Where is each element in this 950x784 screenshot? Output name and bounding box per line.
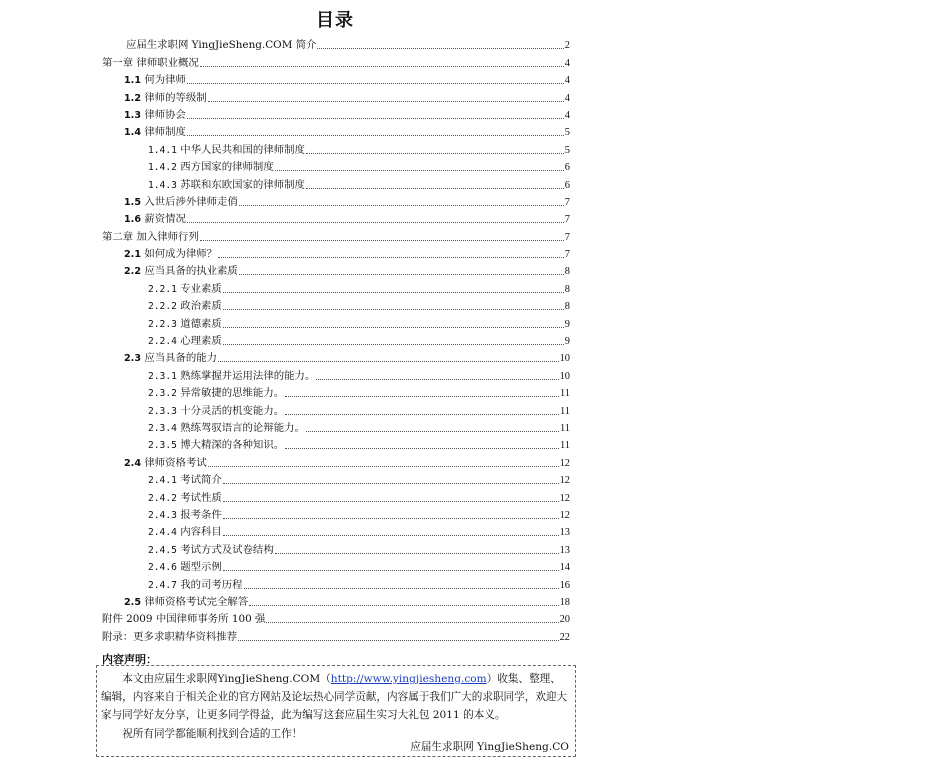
toc-entry[interactable] <box>102 226 570 243</box>
toc-entry-label <box>126 39 316 52</box>
toc-entry-text: 西方国家的律师制度 <box>180 161 274 174</box>
toc-entry-page: 4 <box>564 75 570 87</box>
toc-entry[interactable] <box>102 261 570 278</box>
toc-entry-label <box>124 457 207 470</box>
toc-entry-number: 2.4.3 <box>148 509 177 521</box>
toc-entry-page: 6 <box>564 179 570 191</box>
toc-leader-dots <box>306 187 564 189</box>
toc-leader-dots <box>223 308 564 310</box>
toc-leader-dots <box>223 326 564 328</box>
toc-entry-label <box>124 126 186 139</box>
toc-entry-page: 16 <box>559 579 570 591</box>
toc-entry-page: 11 <box>559 440 570 452</box>
toc-entry-label <box>148 370 315 383</box>
toc-entry-number: 1.4 <box>124 127 141 139</box>
toc-leader-dots <box>238 639 559 641</box>
toc-entry-text: 我的司考历程 <box>180 578 243 591</box>
toc-entry-text: 律师资格考试完全解答 <box>144 595 249 608</box>
toc-entry-label <box>148 179 305 192</box>
toc-leader-dots <box>208 465 559 467</box>
toc-entry-page: 7 <box>564 196 570 208</box>
toc-leader-dots <box>275 169 564 171</box>
toc-entry-label <box>148 318 222 331</box>
toc-leader-dots <box>223 569 559 571</box>
toc-entry-text: 附件 2009 中国律师事务所 100 强 <box>102 613 266 626</box>
toc-leader-dots <box>249 604 558 606</box>
toc-entry-label <box>102 631 237 644</box>
toc-entry-text: 异常敏捷的思维能力。 <box>180 387 285 400</box>
toc-entry-label <box>148 161 274 174</box>
toc-entry-label <box>124 265 238 278</box>
toc-entry-label <box>124 109 186 122</box>
toc-entry-number: 1.4.2 <box>148 162 177 174</box>
toc-leader-dots <box>285 413 559 415</box>
toc-entry[interactable] <box>102 539 570 556</box>
toc-entry-page: 12 <box>559 492 570 504</box>
toc-entry-number: 2.4.1 <box>148 475 177 487</box>
toc-entry-page: 13 <box>559 544 570 556</box>
toc-entry-page: 8 <box>564 301 570 313</box>
toc-entry-text: 律师协会 <box>144 108 186 121</box>
toc-entry-page: 7 <box>564 249 570 261</box>
toc-entry-label <box>148 300 222 313</box>
toc-entry-page: 5 <box>564 144 570 156</box>
toc-entry[interactable] <box>102 557 570 574</box>
toc-entry[interactable] <box>102 383 570 400</box>
toc-entry-text: 心理素质 <box>180 335 222 348</box>
toc-entry-page: 13 <box>559 527 570 539</box>
toc-entry-text: 政治素质 <box>180 300 222 313</box>
toc-entry[interactable] <box>102 452 570 469</box>
toc-entry-number: 2.4.2 <box>148 492 177 504</box>
notice-heading: 内容声明： <box>102 653 157 666</box>
toc-entry-number: 1.6 <box>124 214 141 226</box>
toc-entry-label <box>148 144 305 157</box>
toc-entry[interactable] <box>102 209 570 226</box>
toc-entry-label <box>124 352 217 365</box>
toc-leader-dots <box>187 221 564 223</box>
toc-entry[interactable] <box>102 522 570 539</box>
page-title: 目录 <box>316 10 354 31</box>
toc-entry-label <box>148 422 305 435</box>
toc-leader-dots <box>200 65 564 67</box>
toc-entry-page: 11 <box>559 422 570 434</box>
toc-leader-dots <box>208 100 564 102</box>
toc-entry-page: 12 <box>559 509 570 521</box>
toc-entry-text: 应届生求职网 YingJieSheng.COM 简介 <box>126 39 317 52</box>
toc-entry-text: 入世后涉外律师走俏 <box>144 195 238 208</box>
toc-entry-label <box>102 57 199 70</box>
toc-entry-number: 2.3 <box>124 353 141 365</box>
toc-entry-page: 8 <box>564 283 570 295</box>
toc-entry[interactable] <box>102 626 570 643</box>
toc-entry-page: 9 <box>564 318 570 330</box>
toc-entry-label <box>124 196 238 209</box>
toc-entry[interactable] <box>102 157 570 174</box>
toc-entry-page: 4 <box>564 57 570 69</box>
toc-entry-text: 内容科目 <box>180 526 222 539</box>
toc-leader-dots <box>200 239 564 241</box>
toc-entry-text: 何为律师 <box>144 74 186 87</box>
toc-entry-text: 律师制度 <box>144 126 186 139</box>
toc-entry-text: 第二章 加入律师行列 <box>102 230 199 243</box>
toc-entry-page: 12 <box>559 457 570 469</box>
toc-entry-text: 律师的等级制 <box>144 91 207 104</box>
toc-entry[interactable] <box>102 87 570 104</box>
toc-entry-number: 2.4.7 <box>148 579 177 591</box>
toc-entry-page: 8 <box>564 266 570 278</box>
toc-leader-dots <box>187 82 564 84</box>
toc-entry[interactable] <box>102 313 570 330</box>
toc-entry-label <box>124 92 207 105</box>
toc-entry-text: 律师资格考试 <box>144 456 207 469</box>
toc-leader-dots <box>187 134 564 136</box>
toc-entry-page: 11 <box>559 388 570 400</box>
toc-entry-label <box>148 526 222 539</box>
toc-entry[interactable] <box>102 35 570 52</box>
toc-entry-text: 苏联和东欧国家的律师制度 <box>180 178 305 191</box>
toc-entry-label <box>148 439 284 452</box>
toc-entry-number: 2.2.4 <box>148 336 177 348</box>
toc-entry-text: 如何成为律师？ <box>144 248 218 261</box>
toc-entry[interactable] <box>102 52 570 69</box>
toc-entry-number: 1.3 <box>124 109 141 121</box>
toc-entry[interactable] <box>102 365 570 382</box>
toc-entry-text: 题型示例 <box>180 561 222 574</box>
toc-entry-label <box>148 387 284 400</box>
toc-entry[interactable] <box>102 174 570 191</box>
toc-leader-dots <box>239 204 564 206</box>
toc-entry-text: 薪资情况 <box>144 213 186 226</box>
toc-entry-label <box>124 248 217 261</box>
toc-entry-page: 10 <box>559 353 570 365</box>
toc-leader-dots <box>223 291 564 293</box>
toc-entry[interactable] <box>102 574 570 591</box>
toc-leader-dots <box>218 256 564 258</box>
toc-leader-dots <box>266 621 558 623</box>
toc-entry-label <box>148 509 222 522</box>
toc-entry[interactable] <box>102 244 570 261</box>
toc-entry-label <box>102 613 265 626</box>
toc-entry-text: 熟练驾驭语言的论辩能力。 <box>180 421 305 434</box>
toc-leader-dots <box>285 447 559 449</box>
toc-entry-text: 附录：更多求职精华资料推荐 <box>102 630 238 643</box>
toc-entry-number: 2.5 <box>124 596 141 608</box>
toc-leader-dots <box>317 47 563 49</box>
toc-entry[interactable] <box>102 331 570 348</box>
notice-paragraph <box>101 670 571 725</box>
toc-entry-text: 专业素质 <box>180 282 222 295</box>
toc-entry[interactable] <box>102 122 570 139</box>
toc-entry-text: 十分灵活的机变能力。 <box>180 404 285 417</box>
toc-entry-text: 第一章 律师职业概况 <box>102 56 199 69</box>
toc-entry-page: 14 <box>559 562 570 574</box>
toc-entry[interactable] <box>102 296 570 313</box>
toc-entry-page: 7 <box>564 214 570 226</box>
toc-entry-page: 6 <box>564 162 570 174</box>
toc-entry-page: 22 <box>559 631 570 643</box>
table-of-contents <box>102 35 570 644</box>
toc-leader-dots <box>285 395 559 397</box>
toc-entry-label <box>148 474 222 487</box>
toc-entry-number: 1.4.1 <box>148 144 177 156</box>
notice-text-pre: 本文由应届生求职网YingJieSheng.COM（ <box>122 673 331 685</box>
toc-entry-number: 2.4 <box>124 457 141 469</box>
toc-leader-dots <box>316 378 558 380</box>
toc-entry[interactable] <box>102 609 570 626</box>
toc-entry-number: 2.2.3 <box>148 318 177 330</box>
toc-entry-text: 报考条件 <box>180 508 222 521</box>
toc-entry[interactable] <box>102 278 570 295</box>
toc-leader-dots <box>223 343 564 345</box>
toc-entry-number: 1.1 <box>124 75 141 87</box>
toc-entry-number: 2.3.5 <box>148 440 177 452</box>
toc-entry-text: 中华人民共和国的律师制度 <box>180 143 305 156</box>
toc-entry-page: 12 <box>559 475 570 487</box>
toc-leader-dots <box>275 552 559 554</box>
toc-entry-label <box>124 74 186 87</box>
notice-wish: 祝所有同学都能顺利找到合适的工作！ <box>122 727 303 740</box>
toc-entry-label <box>148 283 222 296</box>
toc-entry[interactable] <box>102 487 570 504</box>
toc-entry-number: 2.1 <box>124 249 141 261</box>
toc-entry-page: 7 <box>564 231 570 243</box>
toc-entry[interactable] <box>102 505 570 522</box>
toc-entry-text: 博大精深的各种知识。 <box>180 439 285 452</box>
toc-entry-page: 9 <box>564 336 570 348</box>
notice-signature: 应届生求职网 YingJieSheng.CO <box>410 740 569 753</box>
toc-leader-dots <box>223 500 559 502</box>
toc-entry-label <box>148 492 222 505</box>
toc-entry-number: 1.4.3 <box>148 179 177 191</box>
toc-entry-label <box>148 405 284 418</box>
toc-entry-page: 11 <box>559 405 570 417</box>
toc-entry-label <box>148 579 243 592</box>
toc-entry-number: 2.2 <box>124 266 141 278</box>
toc-entry-number: 2.3.2 <box>148 388 177 400</box>
toc-entry[interactable] <box>102 192 570 209</box>
toc-entry[interactable] <box>102 348 570 365</box>
toc-entry[interactable] <box>102 418 570 435</box>
toc-entry-page: 2 <box>564 40 570 52</box>
toc-entry-page: 4 <box>564 92 570 104</box>
toc-entry-number: 2.3.3 <box>148 405 177 417</box>
toc-entry-number: 1.2 <box>124 92 141 104</box>
toc-entry-text: 熟练掌握并运用法律的能力。 <box>180 369 316 382</box>
toc-entry[interactable] <box>102 400 570 417</box>
toc-entry-text: 考试方式及试卷结构 <box>180 543 274 556</box>
website-link[interactable]: http://www.yingjiesheng.com <box>330 673 487 685</box>
toc-entry[interactable] <box>102 70 570 87</box>
toc-leader-dots <box>223 517 559 519</box>
toc-entry-label <box>124 596 248 609</box>
toc-leader-dots <box>223 482 559 484</box>
toc-entry-page: 20 <box>559 614 570 626</box>
toc-entry-label <box>148 335 222 348</box>
toc-entry-number: 1.5 <box>124 196 141 208</box>
toc-entry-page: 10 <box>559 370 570 382</box>
toc-entry-page: 5 <box>564 127 570 139</box>
toc-entry-text: 考试性质 <box>180 491 222 504</box>
toc-entry-page: 18 <box>559 596 570 608</box>
toc-entry-number: 2.3.1 <box>148 370 177 382</box>
toc-entry-text: 考试简介 <box>180 474 222 487</box>
toc-entry[interactable] <box>102 470 570 487</box>
toc-entry-number: 2.2.1 <box>148 283 177 295</box>
toc-leader-dots <box>306 152 564 154</box>
toc-leader-dots <box>306 430 559 432</box>
toc-entry-label <box>102 231 199 244</box>
toc-entry-label <box>148 544 274 557</box>
toc-leader-dots <box>187 117 564 119</box>
toc-leader-dots <box>218 360 559 362</box>
toc-entry[interactable] <box>102 592 570 609</box>
toc-leader-dots <box>244 587 559 589</box>
toc-entry[interactable] <box>102 105 570 122</box>
toc-entry-label <box>124 213 186 226</box>
toc-entry[interactable] <box>102 139 570 156</box>
toc-leader-dots <box>223 534 559 536</box>
toc-entry-page: 4 <box>564 109 570 121</box>
toc-entry-number: 2.4.5 <box>148 544 177 556</box>
toc-entry-text: 应当具备的能力 <box>144 352 218 365</box>
toc-entry-number: 2.2.2 <box>148 301 177 313</box>
toc-entry-number: 2.4.4 <box>148 527 177 539</box>
toc-entry-label <box>148 561 222 574</box>
toc-entry[interactable] <box>102 435 570 452</box>
toc-entry-number: 2.4.6 <box>148 562 177 574</box>
toc-entry-text: 应当具备的执业素质 <box>144 265 238 278</box>
toc-entry-number: 2.3.4 <box>148 422 177 434</box>
notice-text-post: ）收集、整理、编辑，内容来自于相关企业的官方网站及论坛热心同学贡献，内容属于我们广大的求职同学，欢迎大家与同学好友分享，让更多同学得益，此为编写这套应届生实习大礼包 2011 的本义。 <box>101 673 568 722</box>
toc-entry-text: 道德素质 <box>180 317 222 330</box>
toc-leader-dots <box>239 273 564 275</box>
notice-box <box>96 665 576 757</box>
